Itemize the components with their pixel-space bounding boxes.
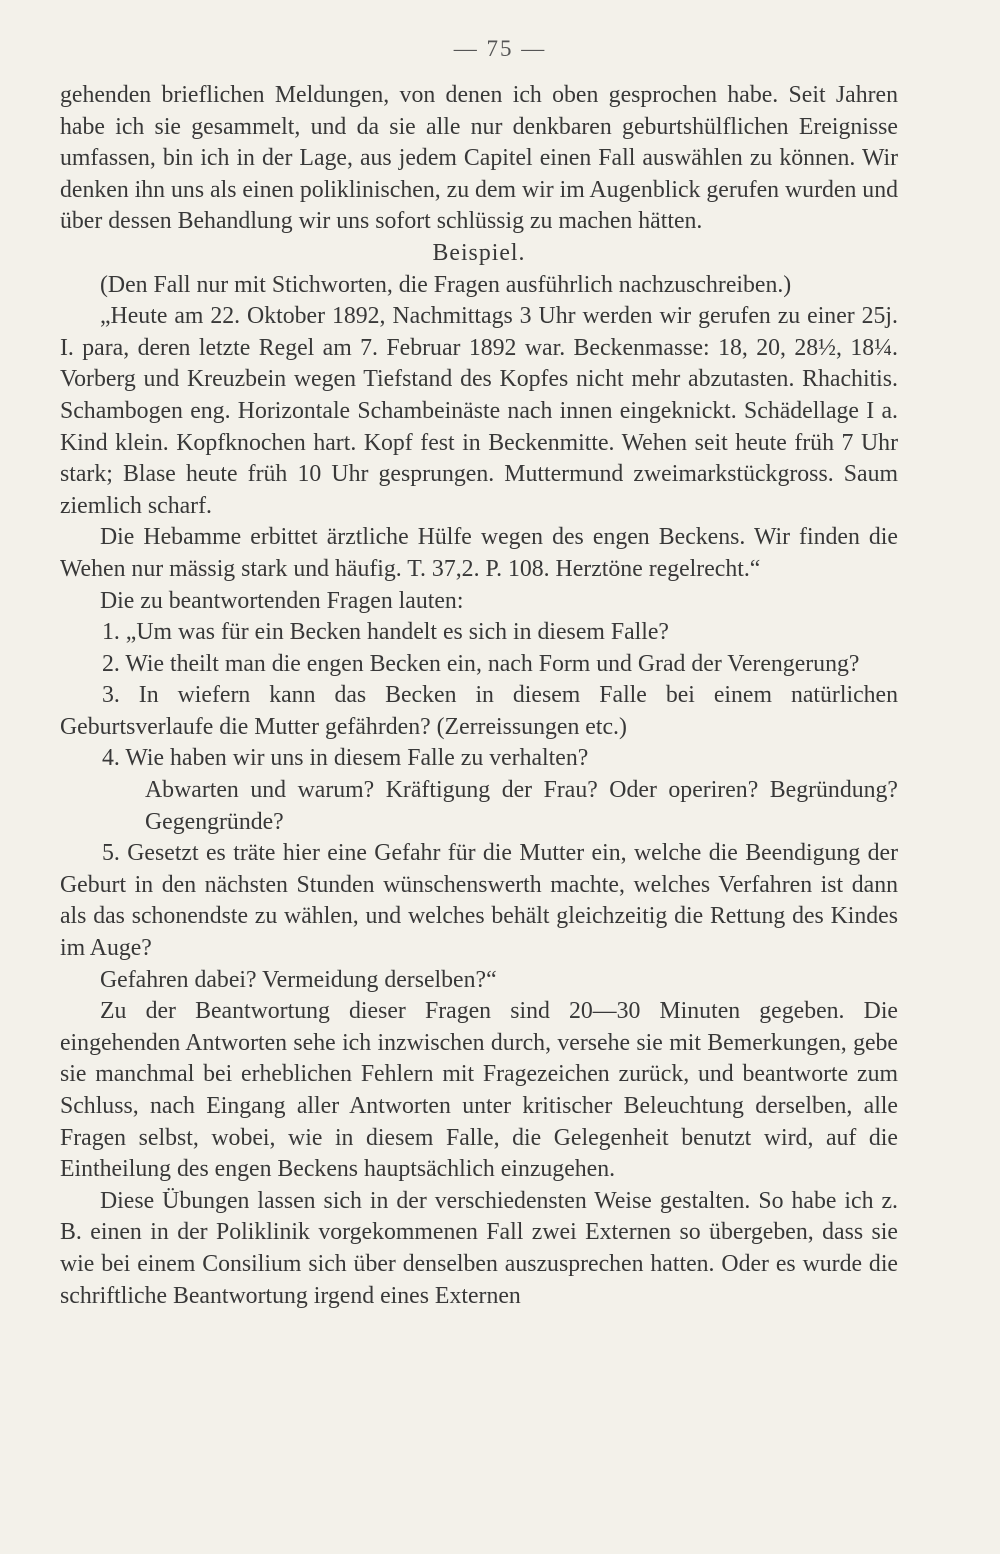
- question-4: 4. Wie haben wir uns in diesem Falle zu verhalten?: [102, 745, 589, 772]
- paragraph-midwife: Die Hebamme erbittet ärztliche Hülfe wegen des engen Beckens. Wir finden die Wehen nur mässig stark und häufig. T. 37,2. P. 108. Herztöne regelrecht.“: [60, 524, 898, 582]
- question-1: 1. „Um was für ein Becken handelt es sich in diesem Falle?: [102, 619, 669, 646]
- question-4-detail: Abwarten und warum? Kräftigung der Frau? Oder operiren? Begründung? Gegengründe?: [145, 777, 898, 835]
- paragraph-note: (Den Fall nur mit Stichworten, die Fragen ausführlich nachzuschreiben.): [100, 271, 792, 298]
- page-number: — 75 —: [453, 36, 547, 61]
- paragraph-procedure: Zu der Beantwortung dieser Fragen sind 20—30 Minuten gegeben. Die eingehenden Antworten sehe ich inzwischen durch, versehe sie mit Bemerkungen, gebe sie manchmal bei erheblichen Fehlern mit Fragezeichen zurück, und beantworte zum Schluss, nach Eingang aller Antworten unter kritischer Beleuchtung derselben, alle Fragen selbst, wobei, wie in diesem Falle, die Gelegenheit benutzt wird, auf die Eintheilung des engen Beckens hauptsächlich einzugehen.: [60, 998, 898, 1183]
- paragraph-intro: gehenden brieflichen Meldungen, von denen ich oben gesprochen habe. Seit Jahren habe ich sie gesammelt, und da sie alle nur denkbaren geburtshülflichen Ereignisse umfassen, bin ich in der Lage, aus jedem Capitel einen Fall auswählen zu können. Wir denken ihn uns als einen poliklinischen, zu dem wir im Augenblick gerufen wurden und über dessen Behandlung wir uns sofort schlüssig zu machen hätten.: [60, 82, 898, 235]
- paragraph-exercises: Diese Übungen lassen sich in der verschiedensten Weise gestalten. So habe ich z. B. einen in der Poliklinik vorgekommenen Fall zwei Externen so übergeben, dass sie wie bei einem Consilium sich über denselben auszusprechen hatten. Oder es wurde die schriftliche Beantwortung irgend eines Externen: [60, 1187, 898, 1309]
- section-heading: Beispiel.: [432, 239, 526, 266]
- question-3: 3. In wiefern kann das Becken in diesem Falle bei einem natürlichen Geburtsverlaufe die Mutter gefährden? (Zerreissungen etc.): [60, 682, 898, 740]
- paragraph-case: „Heute am 22. Oktober 1892, Nachmittags 3 Uhr werden wir gerufen zu einer 25j. I. para, deren letzte Regel am 7. Februar 1892 war. Beckenmasse: 18, 20, 28½, 18¼. Vorberg und Kreuzbein wegen Tiefstand des Kopfes nicht mehr abzutasten. Rhachitis. Schambogen eng. Horizontale Schambeinäste nach innen eingeknickt. Schädellage I a. Kind klein. Kopfknochen hart. Kopf fest in Beckenmitte. Wehen seit heute früh 7 Uhr stark; Blase heute früh 10 Uhr gesprungen. Muttermund zweimarkstückgross. Saum ziemlich scharf.: [60, 303, 898, 519]
- question-2: 2. Wie theilt man die engen Becken ein, nach Form und Grad der Verengerung?: [102, 650, 860, 677]
- question-5: 5. Gesetzt es träte hier eine Gefahr für die Mutter ein, welche die Beendigung der Geburt in den nächsten Stunden wünschenswerth machte, welches Verfahren ist dann als das schonendste zu wählen, und welches behält gleichzeitig die Rettung des Kindes im Auge?: [60, 840, 898, 962]
- paragraph-questions-intro: Die zu beantwortenden Fragen lauten:: [100, 587, 464, 614]
- question-5-detail: Gefahren dabei? Vermeidung derselben?“: [100, 966, 497, 993]
- page-body: [60, 80, 898, 1312]
